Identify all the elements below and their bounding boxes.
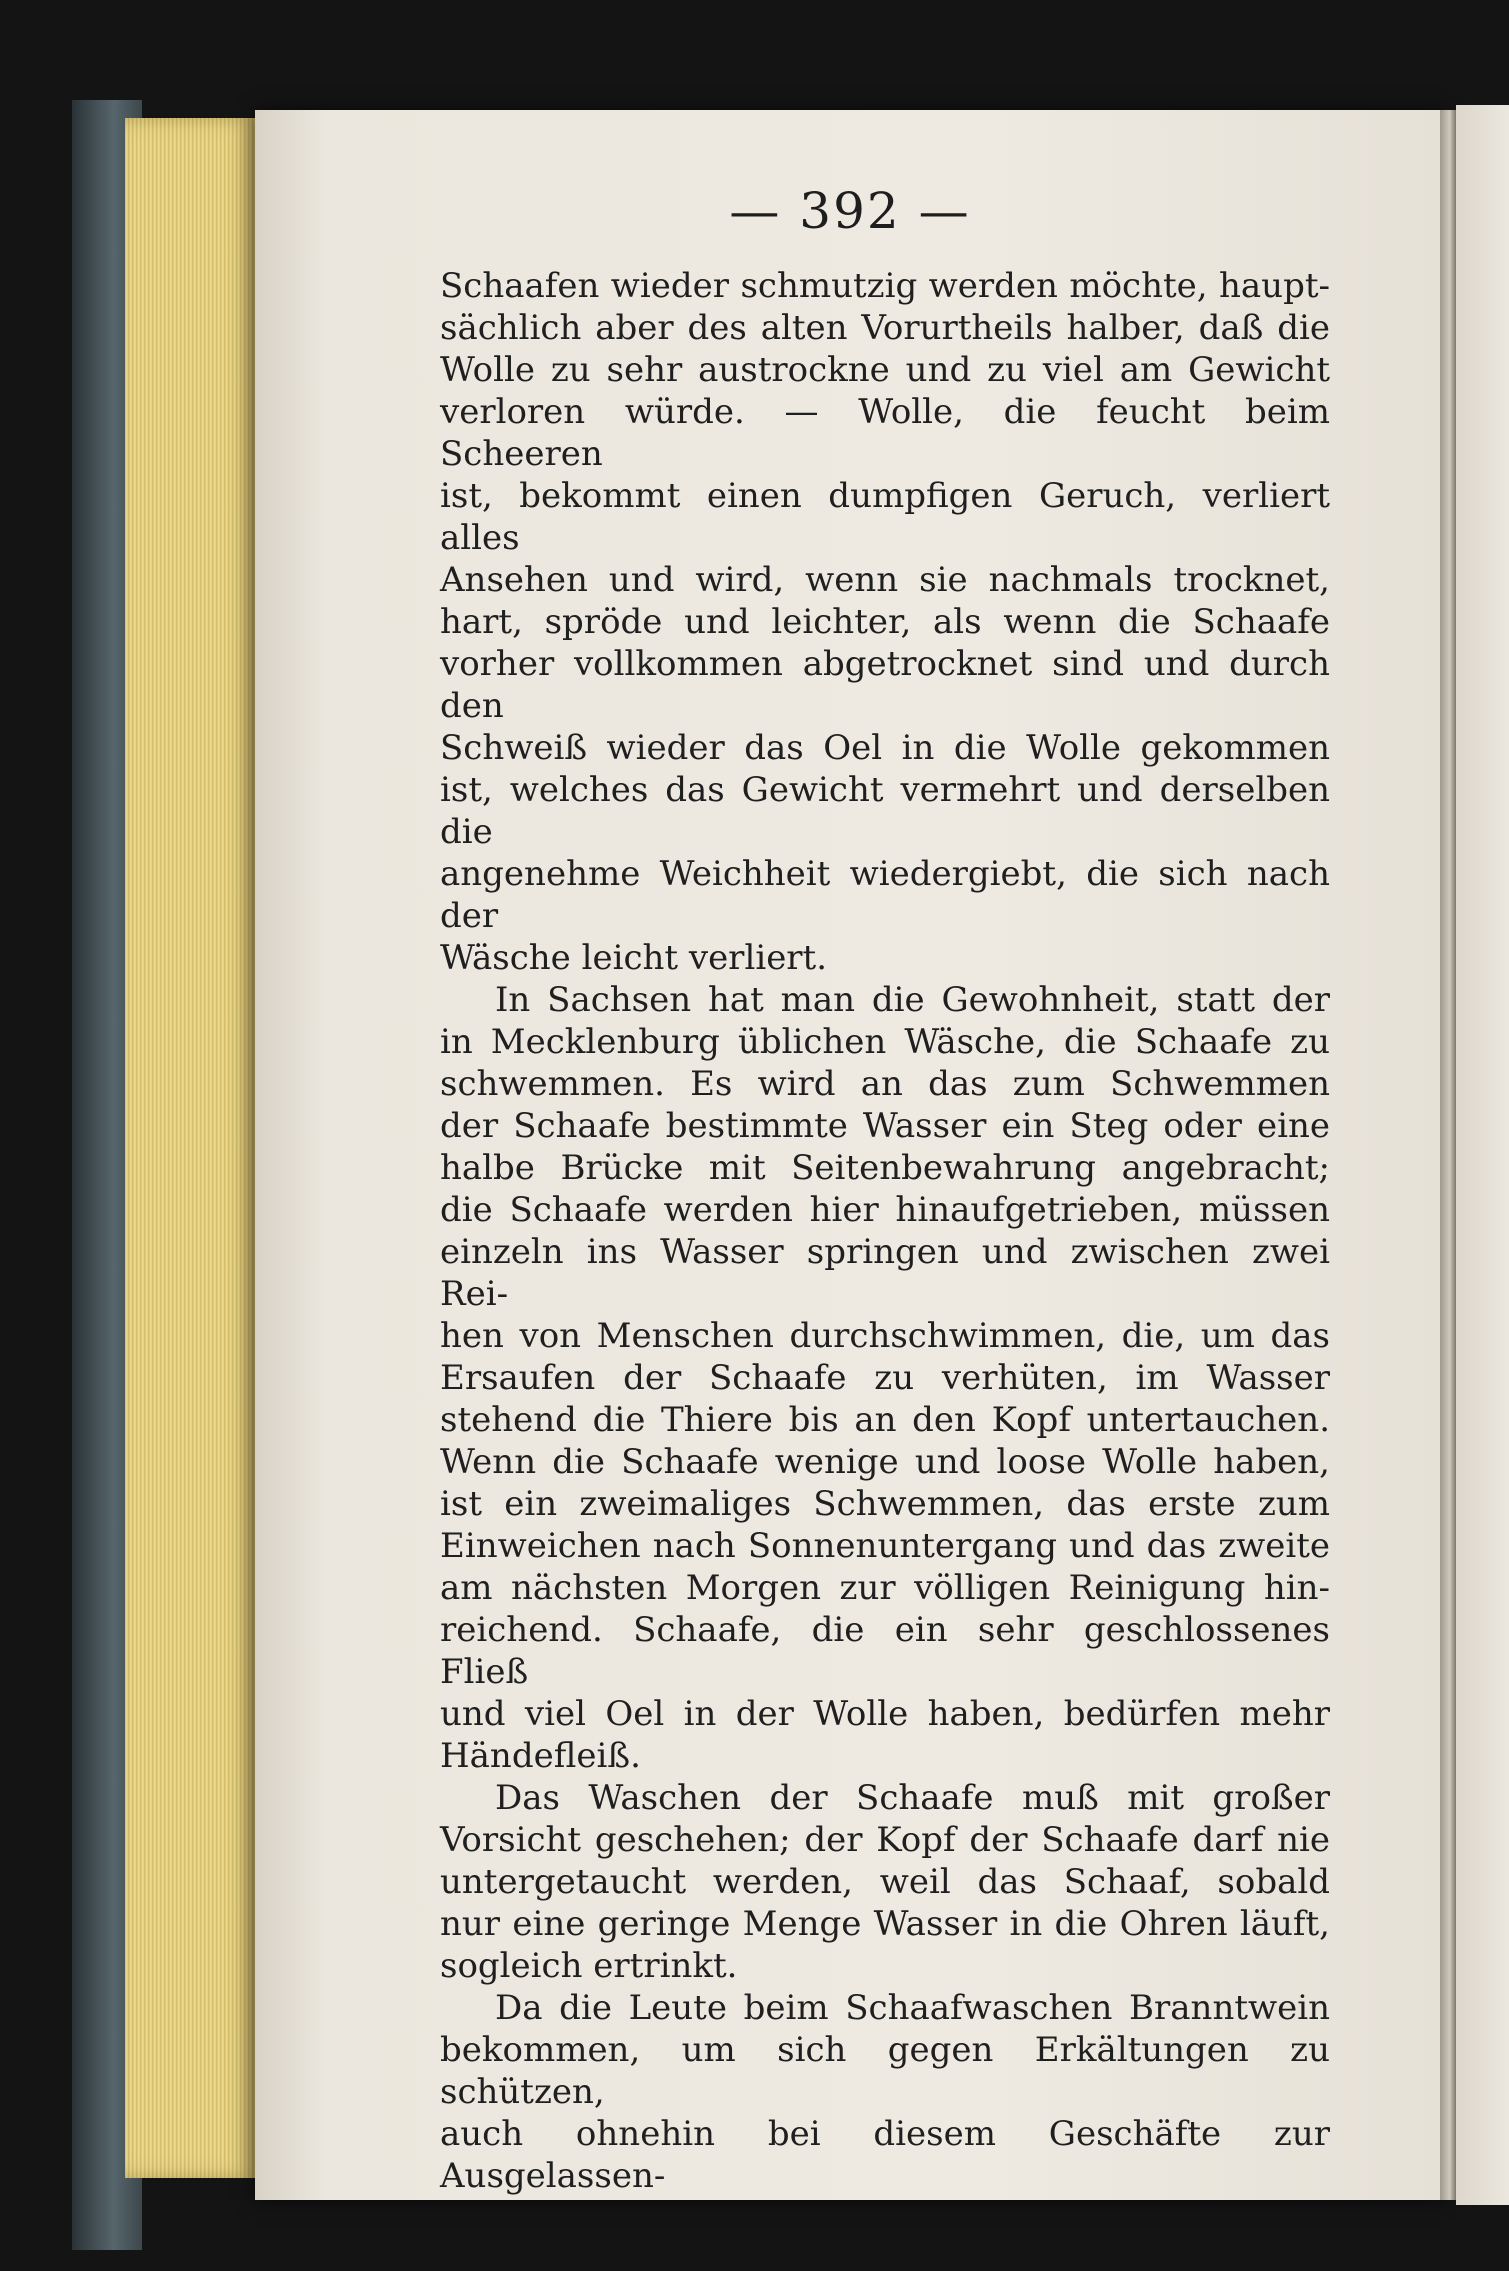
text-line: Schweiß wieder das Oel in die Wolle gekommen — [440, 728, 1330, 768]
text-line: hen von Menschen durchschwimmen, die, um das — [440, 1316, 1330, 1356]
text-line: ist, bekommt einen dumpfigen Geruch, verliert alles — [440, 476, 1330, 558]
text-line: Wenn die Schaafe wenige und loose Wolle haben, — [440, 1442, 1330, 1482]
text-line: Da die Leute beim Schaafwaschen Branntwein — [495, 1988, 1330, 2028]
text-line: Ansehen und wird, wenn sie nachmals trocknet, — [440, 560, 1330, 600]
text-line: der Schaafe bestimmte Wasser ein Steg oder eine — [440, 1106, 1330, 1146]
page-number: — 392 — — [729, 182, 971, 240]
text-line: verloren würde. — Wolle, die feucht beim Scheeren — [440, 392, 1330, 474]
text-line: Einweichen nach Sonnenuntergang und das zweite — [440, 1526, 1330, 1566]
text-line: In Sachsen hat man die Gewohnheit, statt der — [495, 980, 1330, 1020]
text-line: einzeln ins Wasser springen und zwischen zwei Rei- — [440, 1232, 1330, 1314]
book-gutter — [1440, 110, 1456, 2200]
text-line: reichend. Schaafe, die ein sehr geschlossenes Fließ — [440, 1610, 1330, 1692]
text-line: ist, welches das Gewicht vermehrt und derselben die — [440, 770, 1330, 852]
book-page — [255, 110, 1445, 2200]
text-line: angenehme Weichheit wiedergiebt, die sich nach der — [440, 854, 1330, 936]
text-line: nur eine geringe Menge Wasser in die Ohren läuft, — [440, 1904, 1330, 1944]
text-line: sächlich aber des alten Vorurtheils halber, daß die — [440, 308, 1330, 348]
text-line: Wolle zu sehr austrockne und zu viel am Gewicht — [440, 350, 1330, 390]
text-line: hart, spröde und leichter, als wenn die Schaafe — [440, 602, 1330, 642]
page-body — [440, 265, 1330, 2197]
text-line: die Schaafe werden hier hinaufgetrieben, müssen — [440, 1190, 1330, 1230]
text-line: am nächsten Morgen zur völligen Reinigung hin- — [440, 1568, 1330, 1608]
text-line: Vorsicht geschehen; der Kopf der Schaafe darf nie — [440, 1820, 1330, 1860]
text-line: bekommen, um sich gegen Erkältungen zu schützen, — [440, 2030, 1330, 2112]
text-line: Händefleiß. — [440, 1736, 641, 1776]
text-line: auch ohnehin bei diesem Geschäfte zur Ausgelassen- — [440, 2114, 1330, 2196]
page-block-edges — [125, 118, 255, 2178]
text-line: sogleich ertrinkt. — [440, 1946, 738, 1986]
text-line: vorher vollkommen abgetrocknet sind und durch den — [440, 644, 1330, 726]
text-line: Schaafen wieder schmutzig werden möchte, haupt- — [440, 266, 1330, 306]
text-line: untergetaucht werden, weil das Schaaf, sobald — [440, 1862, 1330, 1902]
text-line: Wäsche leicht verliert. — [440, 938, 828, 978]
text-line: und viel Oel in der Wolle haben, bedürfen mehr — [440, 1694, 1330, 1734]
facing-page-edge — [1456, 105, 1509, 2205]
text-line: Ersaufen der Schaafe zu verhüten, im Wasser — [440, 1358, 1330, 1398]
text-line: ist ein zweimaliges Schwemmen, das erste zum — [440, 1484, 1330, 1524]
text-line: stehend die Thiere bis an den Kopf untertauchen. — [440, 1400, 1330, 1440]
text-line: Das Waschen der Schaafe muß mit großer — [495, 1778, 1330, 1818]
text-line: in Mecklenburg üblichen Wäsche, die Schaafe zu — [440, 1022, 1330, 1062]
text-line: schwemmen. Es wird an das zum Schwemmen — [440, 1064, 1330, 1104]
text-line: halbe Brücke mit Seitenbewahrung angebracht; — [440, 1148, 1330, 1188]
